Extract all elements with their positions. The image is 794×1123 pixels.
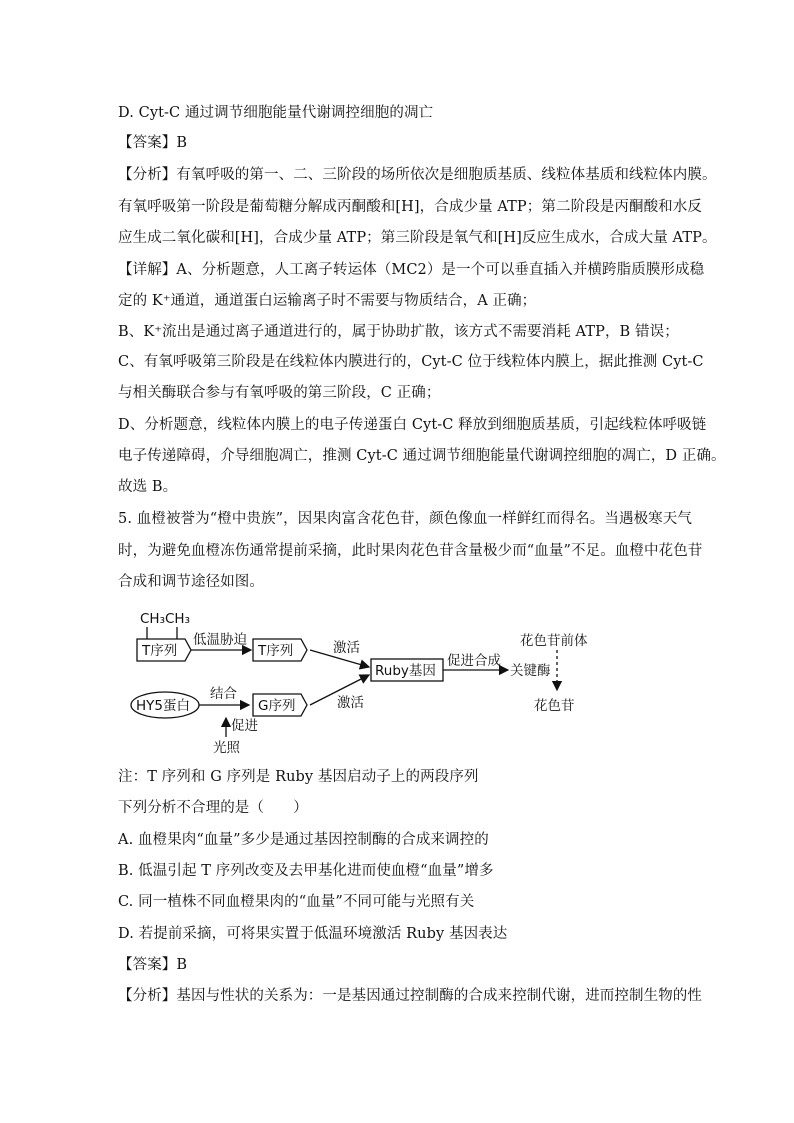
option-c-line: C. 同一植株不同血橙果肉的“血量”不同可能与光照有关 — [118, 894, 475, 910]
analysis-line-3: 应生成二氧化碳和[H]，合成少量 ATP；第三阶段是氧气和[H]反应生成水，合成大量 ATP。 — [118, 230, 717, 246]
key-enzyme-label: 关键酶 — [510, 663, 551, 679]
promote-label: 促进 — [231, 718, 258, 734]
low-temp-label: 低温胁迫 — [193, 632, 247, 648]
anthocyanin-label: 花色苷 — [534, 698, 575, 714]
option-b-line: B. 低温引起 T 序列改变及去甲基化进而使血橙“血量”增多 — [118, 863, 494, 879]
precursor-label: 花色苷前体 — [520, 633, 588, 649]
detail-line-6: D、分析题意，线粒体内膜上的电子传递蛋白 Cyt-C 释放到细胞质基质，引起线粒体呼吸链 — [118, 417, 707, 433]
bind-label: 结合 — [210, 686, 237, 702]
detail-line-1: 【详解】A、分析题意，人工离子转运体（MC2）是一个可以垂直插入并横跨脂质膜形成稳 — [118, 262, 705, 278]
answer-line: 【答案】B — [118, 135, 188, 151]
question5-line-3: 合成和调节途径如图。 — [118, 574, 264, 590]
light-label: 光照 — [213, 740, 240, 756]
option-a-line: A. 血橙果肉“血量”多少是通过基因控制酶的合成来调控的 — [118, 832, 489, 848]
hy5-protein-label: HY5蛋白 — [136, 698, 190, 714]
question-prompt-line: 下列分析不合理的是（ ） — [118, 800, 308, 816]
note-line: 注：T 序列和 G 序列是 Ruby 基因启动子上的两段序列 — [118, 769, 479, 785]
option-d-line: D. Cyt-C 通过调节细胞能量代谢调控细胞的凋亡 — [118, 105, 434, 121]
conclusion-line: 故选 B。 — [118, 479, 178, 495]
question5-line-1: 5. 血橙被誉为“橙中贵族”，因果肉富含花色苷，颜色像血一样鲜红而得名。当遇极寒天气 — [118, 511, 692, 527]
t-sequence-label-1: T序列 — [142, 643, 178, 659]
question5-line-2: 时，为避免血橙冻伤通常提前采摘，此时果肉花色苷含量极少而“血量”不足。血橙中花色苷 — [118, 543, 703, 559]
answer2-line: 【答案】B — [118, 957, 188, 973]
activate-bottom-label: 激活 — [337, 695, 364, 711]
g-sequence-label: G序列 — [258, 698, 296, 714]
detail-line-5: 与相关酶联合参与有氧呼吸的第三阶段，C 正确； — [118, 385, 441, 401]
detail-line-3: B、K⁺流出是通过离子通道进行的，属于协助扩散，该方式不需要消耗 ATP，B 错误； — [118, 324, 679, 340]
analysis2-line: 【分析】基因与性状的关系为：一是基因通过控制酶的合成来控制代谢，进而控制生物的性 — [118, 988, 702, 1004]
ruby-gene-label: Ruby基因 — [375, 663, 436, 679]
t-sequence-label-2: T序列 — [258, 643, 294, 659]
analysis-line-2: 有氧呼吸第一阶段是葡萄糖分解成丙酮酸和[H]，合成少量 ATP；第二阶段是丙酮酸和水反 — [118, 199, 702, 215]
methyl-label: CH₃CH₃ — [140, 611, 190, 627]
analysis-line-1: 【分析】有氧呼吸的第一、二、三阶段的场所依次是细胞质基质、线粒体基质和线粒体内膜。 — [118, 167, 717, 183]
detail-line-7: 电子传递障碍，介导细胞凋亡，推测 Cyt-C 通过调节细胞能量代谢调控细胞的凋亡，D 正确。 — [118, 448, 726, 464]
promote-synthesis-label: 促进合成 — [447, 653, 501, 669]
activate-top-label: 激活 — [333, 640, 360, 656]
detail-line-2: 定的 K⁺通道，通道蛋白运输离子时不需要与物质结合，A 正确； — [118, 293, 537, 309]
option-d2-line: D. 若提前采摘，可将果实置于低温环境激活 Ruby 基因表达 — [118, 926, 508, 942]
detail-line-4: C、有氧呼吸第三阶段是在线粒体内膜进行的，Cyt-C 位于线粒体内膜上，据此推测 Cyt-C — [118, 354, 704, 370]
pathway-diagram — [125, 600, 625, 765]
